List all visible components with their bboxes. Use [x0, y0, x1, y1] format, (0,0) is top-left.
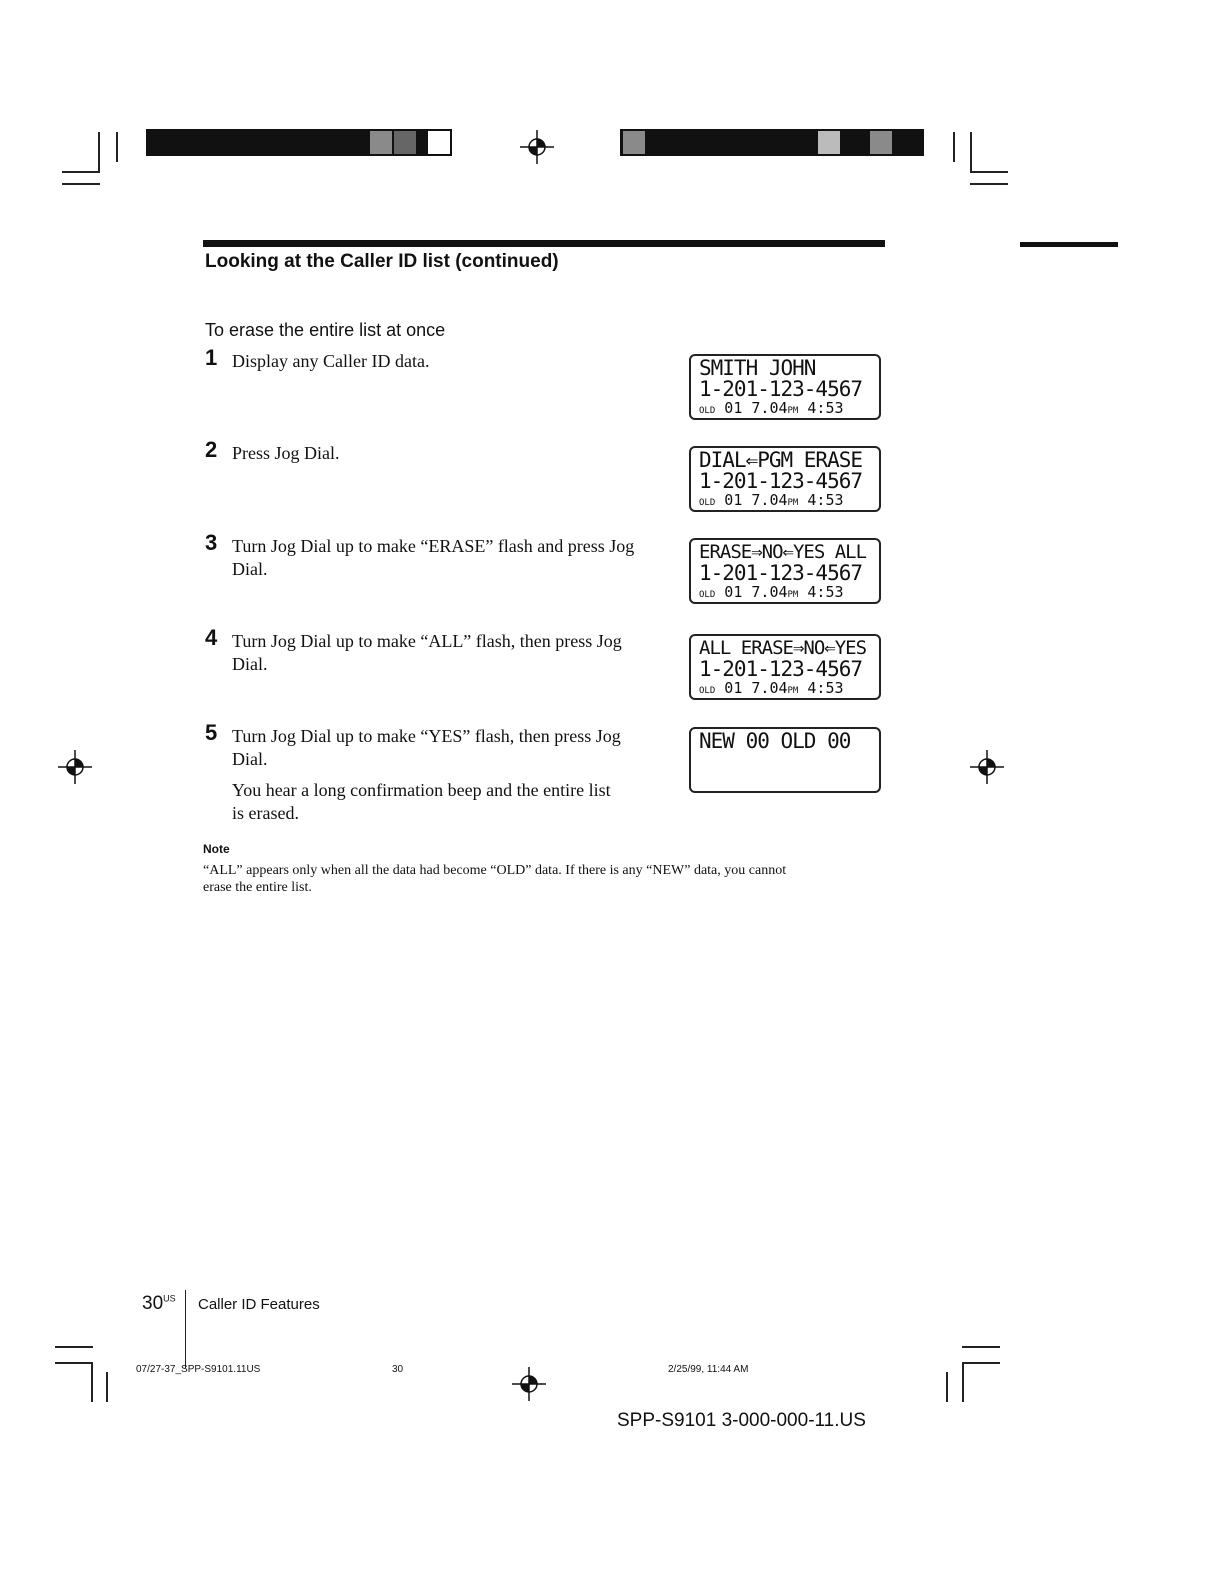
page-number-suffix: US [163, 1293, 176, 1304]
lcd-line-3 [699, 492, 851, 512]
footer-section-title: Caller ID Features [198, 1296, 320, 1313]
crop-mark [62, 171, 100, 173]
step-number: 4 [205, 625, 218, 650]
registration-mark-icon [58, 750, 92, 784]
crop-mark [98, 132, 100, 172]
crop-mark [962, 1362, 964, 1402]
header-bar-grey [370, 131, 392, 154]
lcd-date: 01 7.04 [724, 399, 788, 417]
registration-mark-icon [512, 1367, 546, 1401]
lcd-line-3 [699, 584, 851, 604]
lcd-time: 4:53 [807, 491, 844, 509]
header-bar-grey [818, 131, 840, 154]
lcd-time: 4:53 [807, 583, 844, 601]
lcd-line-1: ERASE⇒NO⇐YES ALL [699, 541, 867, 563]
step-5 [205, 720, 625, 825]
page-number [142, 1293, 176, 1315]
registration-mark-icon [520, 130, 554, 164]
lcd-line-3 [699, 400, 851, 420]
lcd-line-3 [699, 680, 851, 700]
step-1 [205, 345, 645, 373]
step-text: Display any Caller ID data. [232, 351, 430, 371]
footer-date: 2/25/99, 11:44 AM [668, 1364, 749, 1375]
header-bar-grey [623, 131, 645, 154]
footer-file-name: 07/27-37_SPP-S9101.11US [136, 1364, 261, 1375]
note-label: Note [203, 842, 230, 856]
footer-divider [185, 1290, 186, 1368]
step-text: Turn Jog Dial up to make “ALL” flash, then press Jog Dial. [232, 631, 622, 674]
lcd-line-2: 1-201-123-4567 [699, 657, 863, 681]
lcd-date: 01 7.04 [724, 583, 788, 601]
header-bar-grey [870, 131, 892, 154]
section-rule [203, 240, 885, 247]
margin-rule [1020, 242, 1118, 247]
step-4 [205, 625, 625, 676]
step-text: Press Jog Dial. [232, 443, 340, 463]
note-text: “ALL” appears only when all the data had become “OLD” data. If there is any “NEW” data, you cannot erase the entire list. [203, 863, 787, 895]
old-indicator: OLD [699, 686, 716, 696]
step-number: 2 [205, 437, 218, 462]
old-indicator: OLD [699, 406, 716, 416]
lcd-display-1 [689, 354, 881, 420]
pm-indicator: PM [787, 498, 799, 508]
lcd-line-2: 1-201-123-4567 [699, 561, 863, 585]
step-number: 3 [205, 530, 218, 555]
step-3 [205, 530, 635, 581]
section-title: Looking at the Caller ID list (continued) [205, 251, 559, 272]
lcd-time: 4:53 [807, 399, 844, 417]
crop-mark [962, 1362, 1000, 1364]
pm-indicator: PM [787, 590, 799, 600]
step-text: Turn Jog Dial up to make “ERASE” flash and press Jog Dial. [232, 536, 635, 579]
crop-mark [106, 1372, 108, 1402]
crop-mark [970, 183, 1008, 185]
document-id: SPP-S9101 3-000-000-11.US [617, 1410, 866, 1431]
pm-indicator: PM [787, 686, 799, 696]
pm-indicator: PM [787, 406, 799, 416]
step-2 [205, 437, 645, 465]
lcd-line-1: DIAL⇐PGM ERASE [699, 448, 863, 472]
lcd-time: 4:53 [807, 679, 844, 697]
old-indicator: OLD [699, 590, 716, 600]
lcd-display-2 [689, 446, 881, 512]
crop-mark [946, 1372, 948, 1402]
lcd-date: 01 7.04 [724, 491, 788, 509]
lcd-line-1: NEW 00 OLD 00 [699, 729, 851, 753]
page-number-value: 30 [142, 1293, 164, 1314]
crop-mark [55, 1346, 93, 1348]
lcd-date: 01 7.04 [724, 679, 788, 697]
lcd-line-1: ALL ERASE⇒NO⇐YES [699, 637, 867, 659]
lcd-display-3 [689, 538, 881, 604]
lcd-display-4 [689, 634, 881, 700]
registration-mark-icon [970, 750, 1004, 784]
lcd-line-1: SMITH JOHN [699, 356, 816, 380]
header-bar-white [426, 129, 452, 156]
crop-mark [62, 183, 100, 185]
crop-mark [970, 132, 972, 172]
old-indicator: OLD [699, 498, 716, 508]
crop-mark [970, 171, 1008, 173]
step-number: 5 [205, 720, 218, 745]
lcd-line-2: 1-201-123-4567 [699, 469, 863, 493]
crop-mark [953, 132, 955, 162]
lcd-line-2: 1-201-123-4567 [699, 377, 863, 401]
crop-mark [55, 1362, 93, 1364]
step-number: 1 [205, 345, 218, 370]
crop-mark [962, 1346, 1000, 1348]
step-result: You hear a long confirmation beep and the entire list is erased. [232, 780, 611, 823]
crop-mark [116, 132, 118, 162]
crop-mark [91, 1362, 93, 1402]
subsection-title: To erase the entire list at once [205, 320, 446, 340]
step-text: Turn Jog Dial up to make “YES” flash, then press Jog Dial. [232, 726, 621, 769]
footer-sheet-number: 30 [392, 1364, 404, 1375]
lcd-display-5 [689, 727, 881, 793]
header-bar-grey [394, 131, 416, 154]
